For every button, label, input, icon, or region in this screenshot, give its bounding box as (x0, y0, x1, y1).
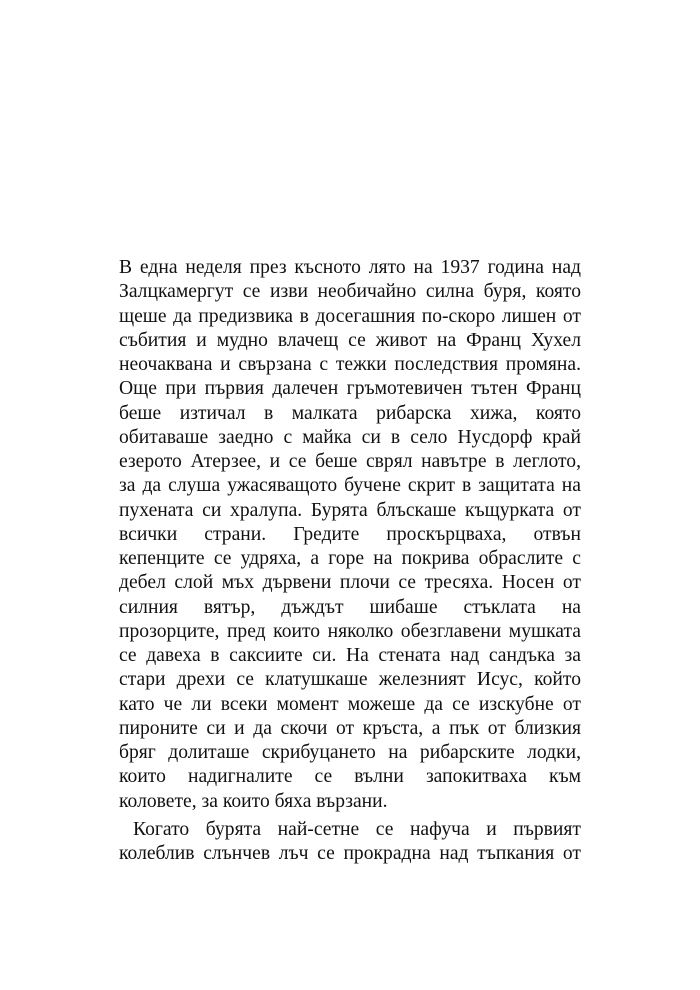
text-line: бряг долиташе скрибуцането на рибарските лодки, (119, 742, 581, 763)
text-line: Залцкамергут се изви необичайно силна буря, която (119, 281, 581, 303)
text-line: колеблив слънчев лъч се прокрадна над тъпкания от (119, 843, 581, 864)
paragraph (119, 256, 581, 814)
text-line: коловете, за които бяха вързани. (119, 790, 388, 812)
text-line: беше изтичал в малката рибарска хижа, която (119, 402, 581, 424)
text-line: езерото Атерзее, и се беше сврял навътре в леглото, (119, 451, 581, 472)
text-line: обитаваше заедно с майка си в село Нусдорф край (119, 426, 581, 448)
text-line: пироните си и да скочи от кръста, а пък от близкия (119, 717, 581, 739)
text-line: Когато бурята най-сетне се нафуча и първият (133, 818, 581, 840)
text-line: щеше да предизвика в досегашния по-скоро лишен от (119, 305, 581, 327)
text-line: се давеха в саксиите си. На стената над сандъка за (119, 645, 581, 666)
text-line: стари дрехи се клатушкаше железният Исус, който (119, 669, 581, 691)
text-line: събития и мудно влачещ се живот на Франц Хухел (119, 329, 581, 351)
text-line: за да слуша ужасяващото бучене скрит в защитата на (119, 475, 581, 497)
text-line: прозорците, пред които няколко обезглавени мушката (119, 620, 581, 642)
text-line: всички страни. Гредите проскърцваха, отвън (119, 523, 581, 545)
text-line: които надигналите се вълни запокитваха към (119, 766, 581, 788)
text-line: кепенците се удряха, а горе на покрива обраслите с (119, 548, 581, 569)
text-line: В една неделя през късното лято на 1937 година над (119, 257, 581, 278)
paragraph (119, 818, 581, 867)
text-line: пухената си хралупа. Бурята блъскаше къщурката от (119, 499, 581, 521)
body-text (119, 256, 581, 866)
text-line: като че ли всеки момент можеше да се изскубне от (119, 693, 581, 715)
text-line: неочаквана и свързана с тежки последствия промяна. (119, 354, 581, 375)
text-line: дебел слой мъх дървени плочи се тресяха. Носен от (119, 572, 581, 594)
text-line: силния вятър, дъждът шибаше стъклата на (119, 596, 581, 618)
text-line: Още при първия далечен гръмотевичен тътен Франц (119, 378, 581, 400)
